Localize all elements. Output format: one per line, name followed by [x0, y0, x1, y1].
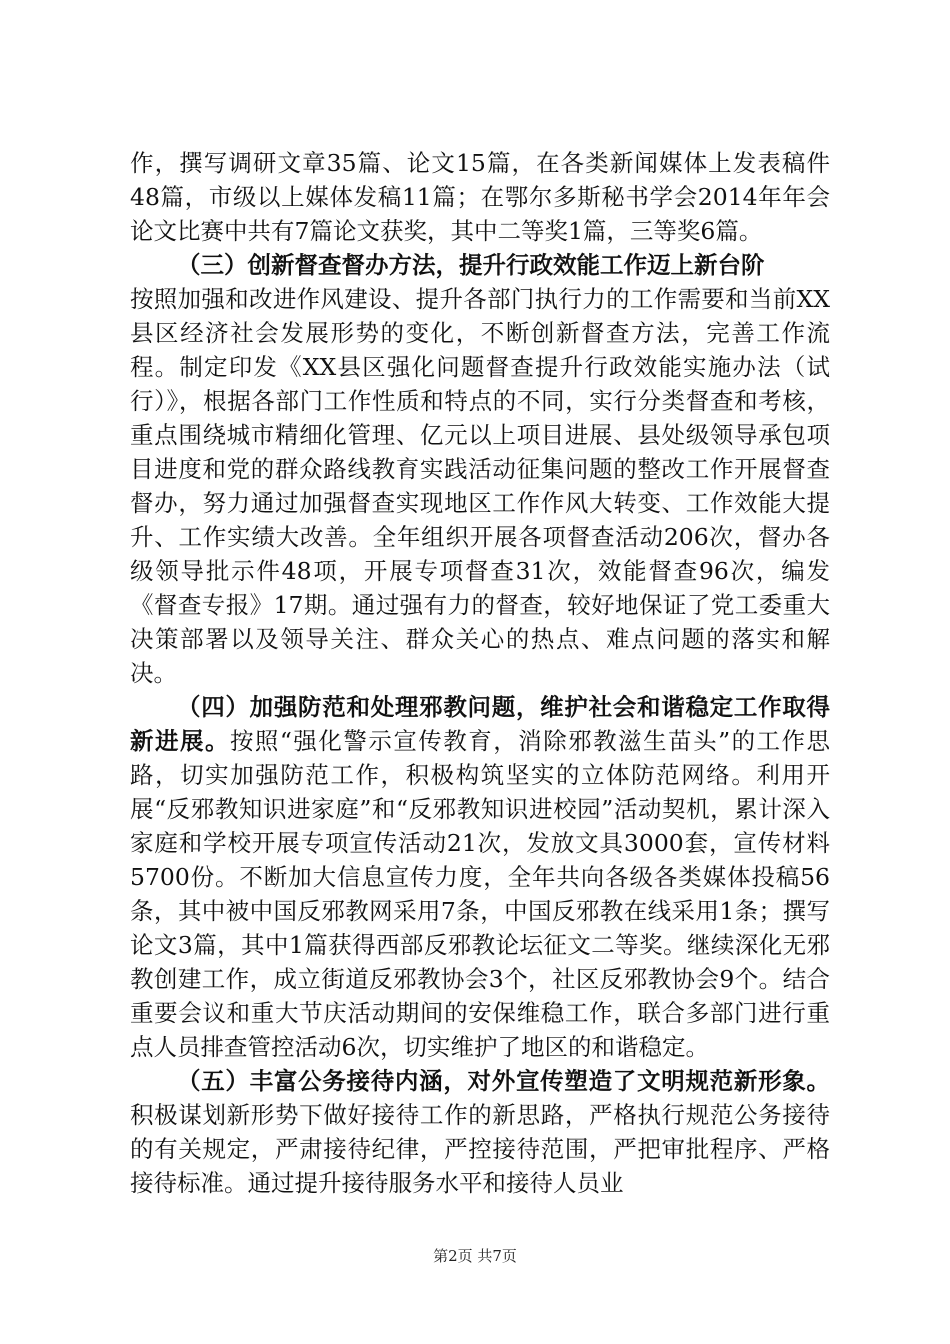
paragraph-section-3: 按照加强和改进作风建设、提升各部门执行力的工作需要和当前XX县区经济社会发展形势的变化，不断创新督查方法，完善工作流程。制定印发《XX县区强化问题督查提升行政效能实施办法（试行）》，根据各部门工作性质和特点的不同，实行分类督查和考核，重点围绕城市精细化管理、亿元以上项目进展、县处级领导承包项目进度和党的群众路线教育实践活动征集问题的整改工作开展督查督办，努力通过加强督查实现地区工作作风大转变、工作效能大提升、工作实绩大改善。全年组织开展各项督查活动206次，督办各级领导批示件48项，开展专项督查31次，效能督查96次，编发《督查专报》17期。通过强有力的督查，较好地保证了党工委重大决策部署以及领导关注、群众关心的热点、难点问题的落实和解决。 — [130, 285, 830, 687]
section-heading-4: （四）加强防范和处理邪教问题，维护社会和谐稳定工作取得新进展。 — [130, 693, 830, 755]
section-4-body: 按照“强化警示宣传教育，消除邪教滋生苗头”的工作思路，切实加强防范工作，积极构筑坚实的立体防范网络。利用开展“反邪教知识进家庭”和“反邪教知识进校园”活动契机，累计深入家庭和学校开展专项宣传活动21次，发放文具3000套，宣传材料5700份。不断加大信息宣传力度，全年共向各级各类媒体投稿56条，其中被中国反邪教网采用7条，中国反邪教在线采用1条；撰写论文3篇，其中1篇获得西部反邪教论坛征文二等奖。继续深化无邪教创建工作，成立街道反邪教协会3个，社区反邪教协会9个。结合重要会议和重大节庆活动期间的安保维稳工作，联合多部门进行重点人员排查管控活动6次，切实维护了地区的和谐稳定。 — [130, 727, 831, 1061]
page-number-footer: 第2页 共7页 — [433, 1247, 517, 1265]
section-heading-5: （五）丰富公务接待内涵，对外宣传塑造了文明规范新形象。 — [177, 1067, 830, 1095]
paragraph-continued: 作，撰写调研文章35篇、论文15篇，在各类新闻媒体上发表稿件48篇，市级以上媒体发稿11篇；在鄂尔多斯秘书学会2014年年会论文比赛中共有7篇论文获奖，其中二等奖1篇，三等奖6篇。 — [130, 149, 830, 245]
section-heading-3: （三）创新督查督办方法，提升行政效能工作迈上新台阶 — [177, 251, 765, 279]
document-body — [130, 146, 830, 1200]
section-5-body: 积极谋划新形势下做好接待工作的新思路，严格执行规范公务接待的有关规定，严肃接待纪律，严控接待范围，严把审批程序、严格接待标准。通过提升接待服务水平和接待人员业 — [130, 1101, 830, 1197]
paragraph-section-4 — [130, 690, 830, 1064]
paragraph-section-5 — [130, 1064, 830, 1200]
